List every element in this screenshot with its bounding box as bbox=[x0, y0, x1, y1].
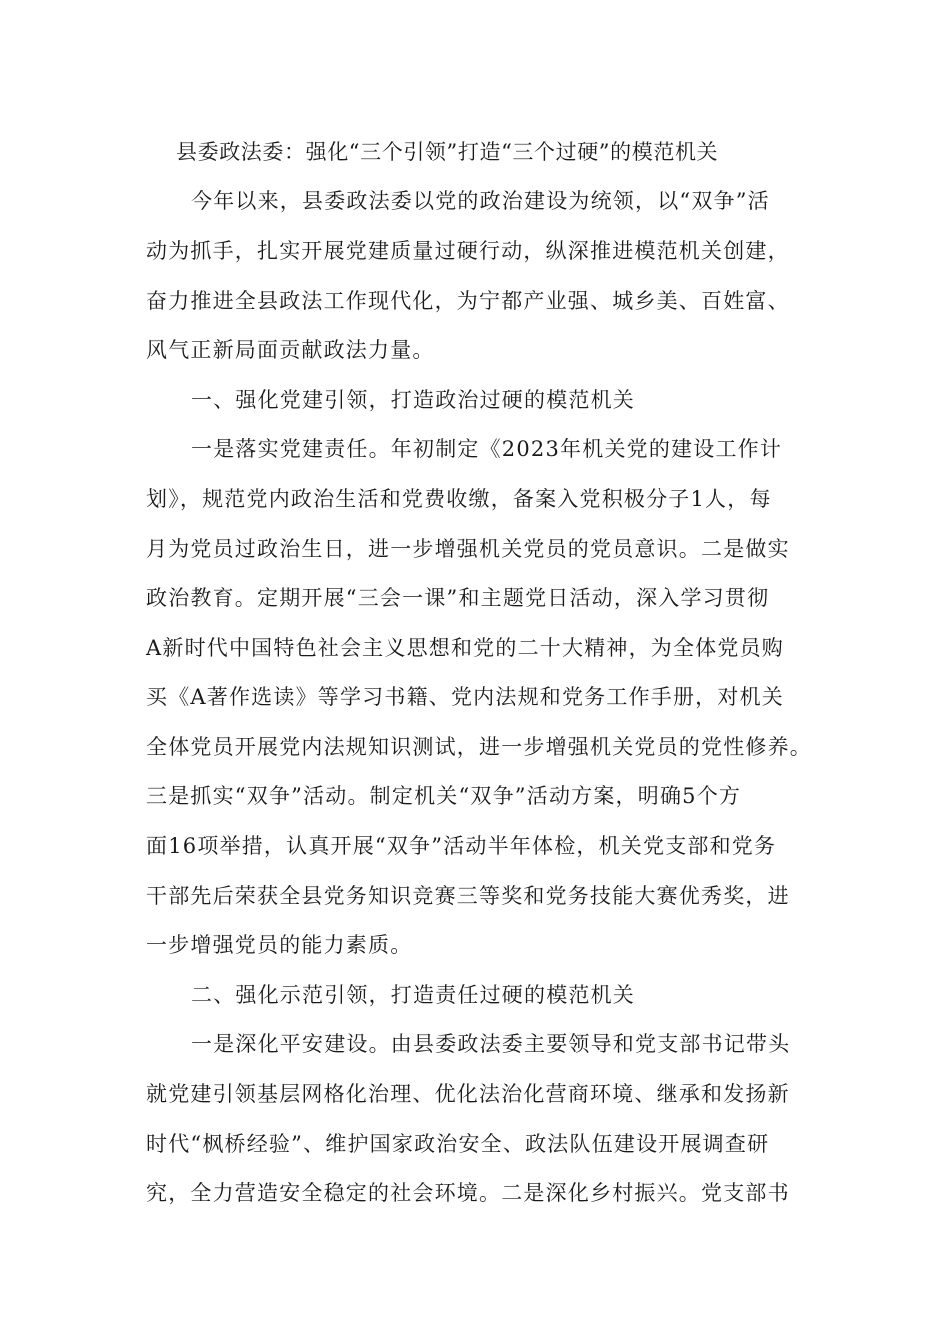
paragraph-line: 干部先后荣获全县党务知识竞赛三等奖和党务技能大赛优秀奖，进 bbox=[146, 884, 790, 908]
paragraph-line: 动为抓手，扎实开展党建质量过硬行动，纵深推进模范机关创建， bbox=[146, 239, 790, 263]
paragraph-line: 究，全力营造安全稳定的社会环境。二是深化乡村振兴。党支部书 bbox=[146, 1181, 790, 1205]
paragraph-line: 划》，规范党内政治生活和党费收缴，备案入党积极分子1人，每 bbox=[146, 487, 772, 511]
paragraph-line: 买《A著作选读》等学习书籍、党内法规和党务工作手册，对机关 bbox=[146, 685, 784, 709]
paragraph-line: 一步增强党员的能力素质。 bbox=[146, 933, 413, 957]
paragraph-line: 就党建引领基层网格化治理、优化法治化营商环境、继承和发扬新 bbox=[146, 1082, 790, 1106]
paragraph-line: 月为党员过政治生日，进一步增强机关党员的党员意识。二是做实 bbox=[146, 537, 790, 561]
paragraph-line: 三是抓实“双争”活动。制定机关“双争”活动方案，明确5个方 bbox=[146, 784, 742, 808]
paragraph-line: 今年以来，县委政法委以党的政治建设为统领，以“双争”活 bbox=[191, 189, 770, 213]
paragraph-line: A新时代中国特色社会主义思想和党的二十大精神，为全体党员购 bbox=[146, 636, 784, 660]
paragraph-line: 时代“枫桥经验”、维护国家政治安全、政法队伍建设开展调查研 bbox=[146, 1132, 770, 1156]
paragraph-line: 全体党员开展党内法规知识测试，进一步增强机关党员的党性修养。 bbox=[146, 735, 812, 759]
paragraph-line: 面16项举措，认真开展“双争”活动半年体检，机关党支部和党务 bbox=[146, 834, 777, 858]
section-heading: 一、强化党建引领，打造政治过硬的模范机关 bbox=[191, 388, 635, 412]
paragraph-line: 奋力推进全县政法工作现代化，为宁都产业强、城乡美、百姓富、 bbox=[146, 289, 790, 313]
paragraph-line: 一是深化平安建设。由县委政法委主要领导和党支部书记带头 bbox=[191, 1032, 791, 1056]
document-title: 县委政法委：强化“三个引领”打造“三个过硬”的模范机关 bbox=[176, 140, 719, 164]
paragraph-line: 政治教育。定期开展“三会一课”和主题党日活动，深入学习贯彻 bbox=[146, 586, 770, 610]
section-heading: 二、强化示范引领，打造责任过硬的模范机关 bbox=[191, 983, 635, 1007]
paragraph-line: 一是落实党建责任。年初制定《2023年机关党的建设工作计 bbox=[191, 437, 783, 461]
paragraph-line: 风气正新局面贡献政法力量。 bbox=[146, 338, 435, 362]
